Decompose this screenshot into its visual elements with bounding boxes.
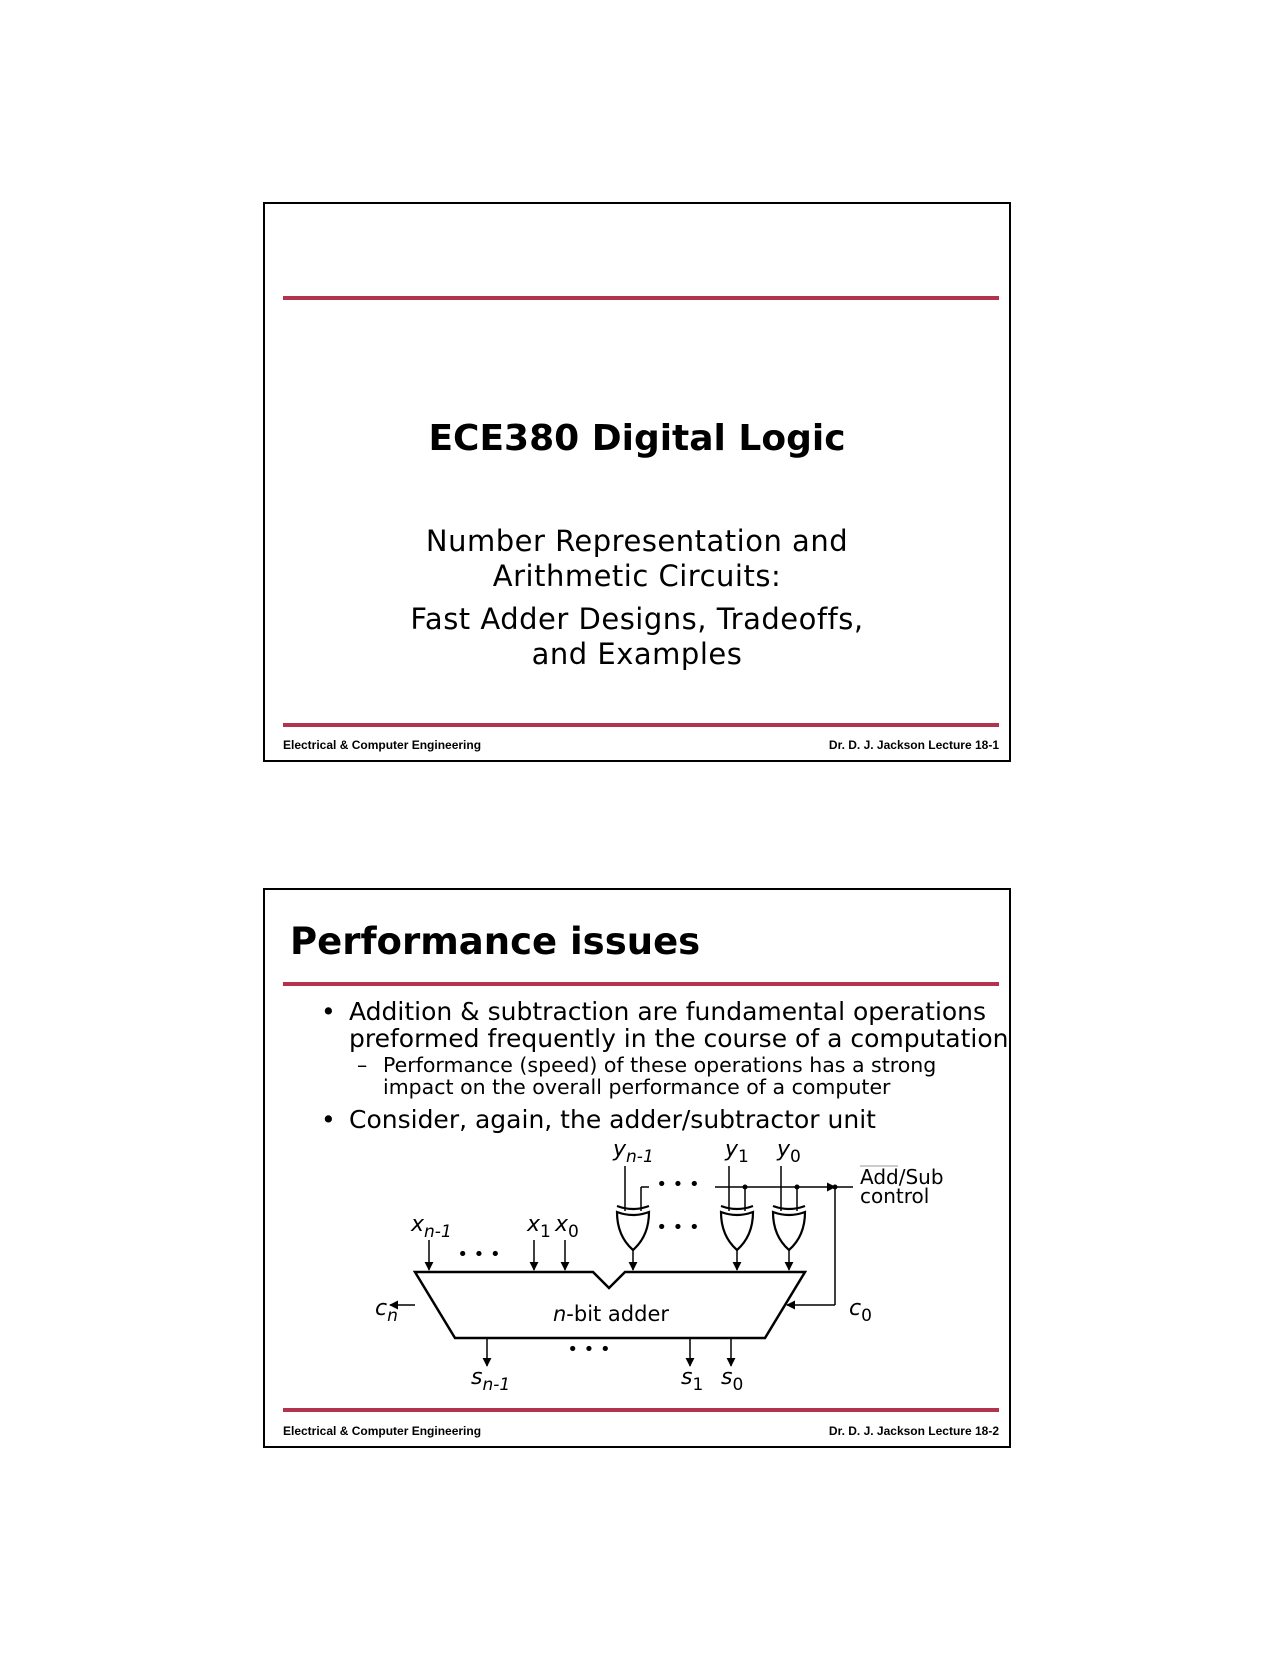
label-x-n-1: $x_{n-1}$ xyxy=(411,1212,452,1242)
ellipsis: • • • xyxy=(656,1217,700,1238)
ellipsis: • • • xyxy=(457,1244,501,1265)
slide-1-title: ECE380 Digital Logic xyxy=(428,418,846,459)
sub-bullet-line: impact on the overall performance of a computer xyxy=(383,1075,891,1099)
bullet-line: Addition & subtraction are fundamental operations xyxy=(349,997,987,1026)
slide-1-subtitle-2 xyxy=(265,602,1009,672)
footer-lecture: Dr. D. J. Jackson Lecture 18-1 xyxy=(828,738,999,752)
subtitle-line: and Examples xyxy=(531,637,743,671)
label-x-0: $x_0$ xyxy=(555,1212,579,1242)
slide-1-subtitle xyxy=(265,524,1009,594)
label-y-1: $y_1$ xyxy=(725,1137,749,1167)
sub-bullet-dash: – xyxy=(357,1053,368,1077)
control-label-1: Add/Sub xyxy=(860,1165,944,1189)
subtitle-line: Number Representation and xyxy=(425,524,849,558)
ellipsis: • • • xyxy=(656,1174,700,1195)
subtitle-line: Fast Adder Designs, Tradeoffs, xyxy=(410,602,864,636)
bullet-dot: • xyxy=(321,997,336,1026)
xor-gate-0 xyxy=(773,1206,805,1250)
label-x-1: $x_1$ xyxy=(527,1212,551,1242)
title-rule xyxy=(283,296,999,300)
subtitle-line: Arithmetic Circuits: xyxy=(492,559,782,593)
label-s-n-1: $s_{n-1}$ xyxy=(471,1365,511,1395)
xor-gate-n-1 xyxy=(617,1206,649,1250)
junction-dot xyxy=(833,1185,838,1190)
slide-2-title: Performance issues xyxy=(290,920,701,963)
footer-rule xyxy=(283,723,999,727)
junction-dot xyxy=(795,1185,800,1190)
slide-1 xyxy=(263,202,1011,762)
footer-rule xyxy=(283,1408,999,1412)
bullet-line: Consider, again, the adder/subtractor unit xyxy=(349,1105,876,1134)
footer-department: Electrical & Computer Engineering xyxy=(283,1424,482,1438)
adder-label: n-bit adder xyxy=(552,1302,670,1326)
ellipsis: • • • xyxy=(567,1339,611,1360)
footer-lecture: Dr. D. J. Jackson Lecture 18-2 xyxy=(828,1424,999,1438)
slide-2 xyxy=(263,888,1011,1448)
bullet-dot: • xyxy=(321,1105,336,1134)
bullet-line: preformed frequently in the course of a computation xyxy=(349,1024,1009,1053)
control-label-2: control xyxy=(860,1184,930,1208)
junction-dot xyxy=(743,1185,748,1190)
xor-gate-1 xyxy=(721,1206,753,1250)
label-cn: $c_n$ xyxy=(375,1296,398,1326)
label-s-1: $s_1$ xyxy=(681,1365,704,1395)
label-y-0: $y_0$ xyxy=(777,1137,801,1167)
label-y-n-1: $y_{n-1}$ xyxy=(613,1137,654,1167)
adder-subtractor-diagram xyxy=(265,890,1009,1446)
label-s-0: $s_0$ xyxy=(721,1365,744,1395)
footer-department: Electrical & Computer Engineering xyxy=(283,738,482,752)
sub-bullet-line: Performance (speed) of these operations has a strong xyxy=(383,1053,937,1077)
label-c0: $c_0$ xyxy=(849,1296,872,1326)
